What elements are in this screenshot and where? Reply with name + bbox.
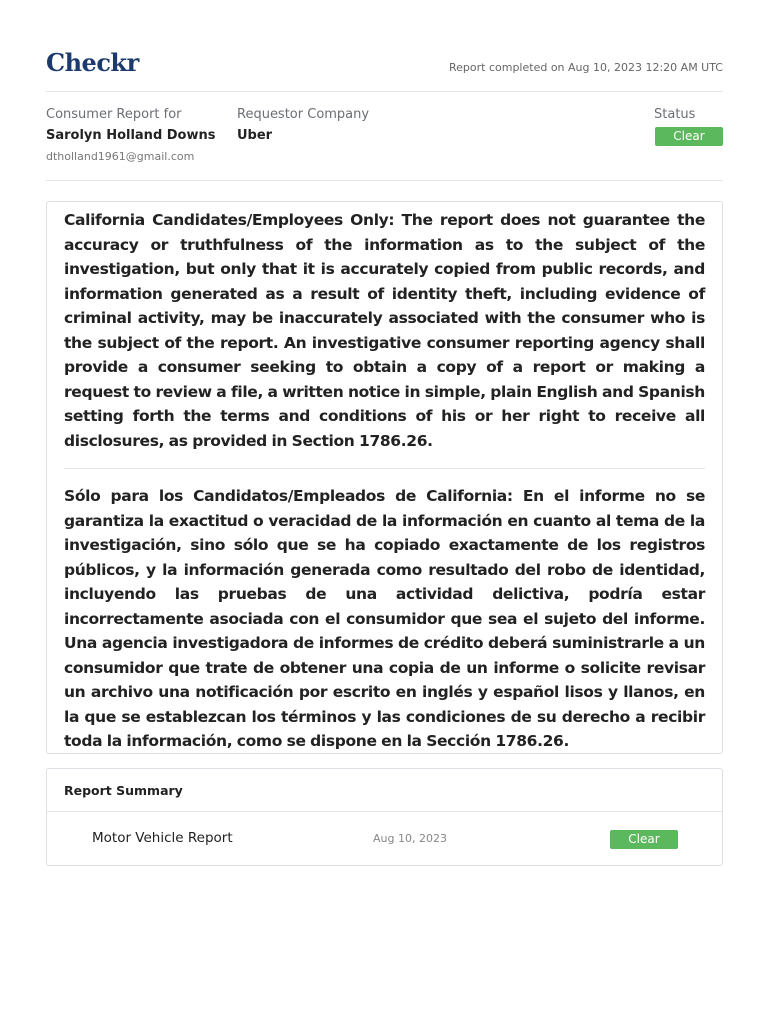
- disclaimer-divider: [64, 468, 705, 469]
- status-label: Status: [654, 107, 696, 122]
- report-header: [46, 0, 723, 92]
- status-badge: Clear: [655, 127, 723, 146]
- disclaimer-spanish: Sólo para los Candidatos/Empleados de California: En el informe no se garantiza la exactitud o veracidad de la información en cuanto al tema de la investigación, sino sólo que se ha copiado exactamente de los registros públicos, y la información generada como resultado del robo de identidad, incluyendo las pruebas de una actividad delictiva, podría estar incorrectamente asociada con el consumidor que sea el sujeto del informe. Una agencia investigadora de informes de crédito deberá suministrarle a un consumidor que trate de obtener una copia de un informe o solicite revisar un archivo una notificación por escrito en inglés y español lisos y llanos, en la que se establezcan los términos y las condiciones de su derecho a recibir toda la información, como se dispone en la Sección 1786.26.: [64, 487, 705, 750]
- disclaimer-english: California Candidates/Employees Only: The report does not guarantee the accuracy or truthfulness of the information as to the subject of the investigation, but only that it is accurately copied from public records, and information generated as a result of identity theft, including evidence of criminal activity, may be inaccurately associated with the consumer who is the subject of the report. An investigative consumer reporting agency shall provide a consumer seeking to obtain a copy of a report or making a request to review a file, a written notice in simple, plain English and Spanish setting forth the terms and conditions of his or her right to receive all disclosures, as provided in Section 1786.26.: [64, 211, 705, 450]
- requestor-label: Requestor Company: [237, 107, 370, 122]
- consumer-label: Consumer Report for: [46, 107, 182, 122]
- report-summary: [46, 768, 723, 866]
- report-meta: [46, 92, 723, 181]
- row-status-badge: Clear: [610, 830, 678, 849]
- checkr-logo: Checkr: [46, 48, 139, 77]
- report-summary-title: Report Summary: [64, 783, 183, 798]
- requestor-company: Uber: [237, 128, 273, 143]
- report-completed-text: Report completed on Aug 10, 2023 12:20 AM UTC: [449, 61, 723, 74]
- summary-divider: [47, 811, 722, 812]
- row-report-date: Aug 10, 2023: [373, 832, 447, 845]
- consumer-email: dtholland1961@gmail.com: [46, 150, 195, 163]
- row-report-name[interactable]: Motor Vehicle Report: [92, 830, 233, 846]
- california-disclaimer: [46, 201, 723, 754]
- report-page: [46, 0, 723, 846]
- consumer-name: Sarolyn Holland Downs: [46, 128, 216, 143]
